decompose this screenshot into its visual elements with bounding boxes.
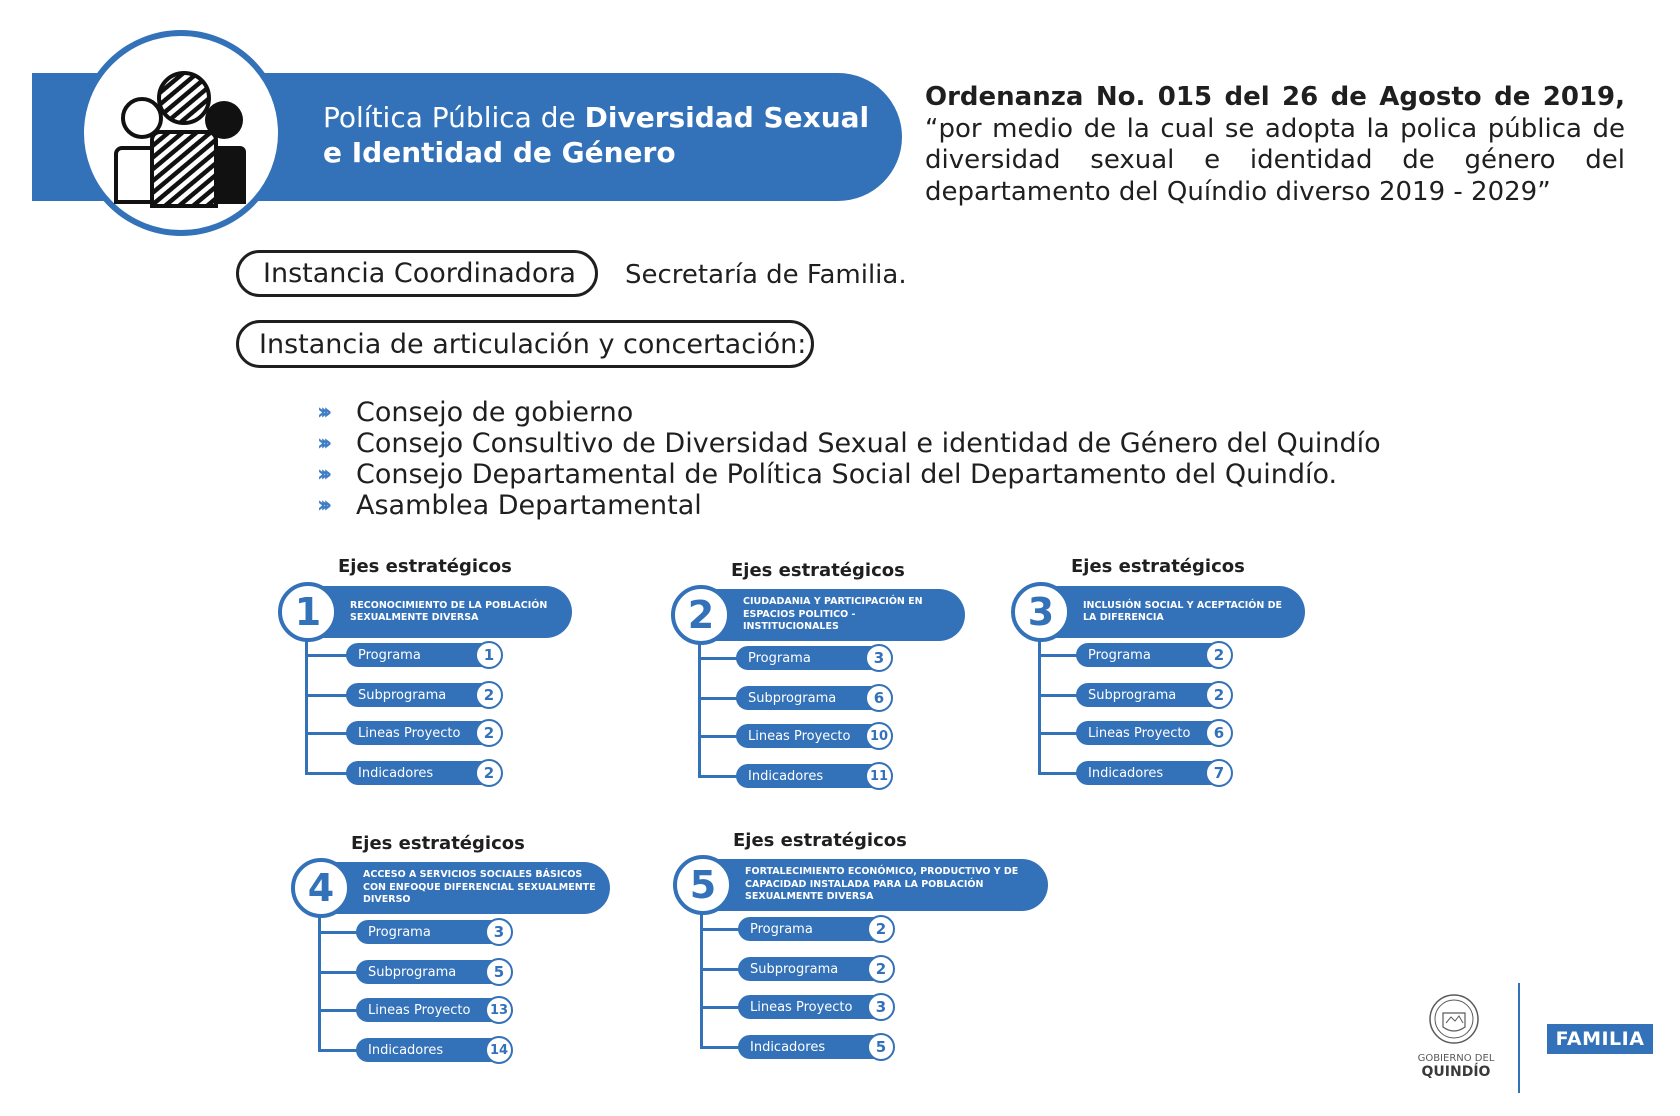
row-count: 6	[865, 684, 893, 712]
row-connector-line	[318, 931, 360, 934]
row-label-bar	[1076, 683, 1226, 707]
row-connector-line	[305, 732, 350, 735]
axis-title: FORTALECIMIENTO ECONÓMICO, PRODUCTIVO Y DE CAPACIDAD INSTALADA PARA LA POBLACIÓN SEXUALMENTE DIVERSA	[745, 866, 1019, 903]
row-count: 2	[867, 955, 895, 983]
chevron-right-icon: ›››	[317, 431, 327, 456]
row-count: 7	[1205, 759, 1233, 787]
row-connector-line	[318, 1009, 360, 1012]
articulation-list	[317, 397, 1381, 521]
axis-title-bar	[703, 859, 1048, 911]
row-label: Programa	[1088, 647, 1151, 663]
row-count: 3	[867, 993, 895, 1021]
row-label: Subprograma	[748, 690, 837, 706]
row-label: Programa	[750, 921, 813, 937]
row-label-bar	[738, 1035, 888, 1059]
axis-number: 5	[673, 855, 733, 915]
row-count: 2	[867, 915, 895, 943]
axis-number: 4	[291, 858, 351, 918]
government-label: GOBIERNO DEL	[1417, 1053, 1495, 1064]
axes-heading: Ejes estratégicos	[731, 560, 905, 581]
familia-badge: FAMILIA	[1547, 1024, 1653, 1054]
row-connector-line	[700, 968, 742, 971]
row-label: Subprograma	[358, 687, 447, 703]
row-label-bar	[738, 917, 888, 941]
row-connector-line	[700, 1006, 742, 1009]
ordinance-text: Ordenanza No. 015 del 26 de Agosto de 2019, “por medio de la cual se adopta la polica pública de diversidad sexual e identidad de género del departamento del Quíndio diverso 2019 - 2029”	[925, 82, 1625, 207]
row-label: Programa	[368, 924, 431, 940]
row-label: Programa	[748, 650, 811, 666]
government-name: QUINDÍO	[1421, 1064, 1491, 1080]
row-label-bar	[738, 995, 888, 1019]
axes-heading: Ejes estratégicos	[733, 830, 907, 851]
axis-number: 2	[671, 585, 731, 645]
row-count: 3	[485, 918, 513, 946]
row-count: 2	[1205, 681, 1233, 709]
row-connector-line	[700, 928, 742, 931]
axes-heading: Ejes estratégicos	[1071, 556, 1245, 577]
row-label-bar	[346, 721, 496, 745]
row-label: Indicadores	[358, 765, 434, 781]
axis-title: ACCESO A SERVICIOS SOCIALES BÁSICOS CON ENFOQUE DIFERENCIAL SEXUALMENTE DIVERSO	[363, 869, 596, 906]
policy-title: Política Pública de Diversidad Sexual e Identidad de Género	[323, 101, 870, 169]
row-connector-line	[698, 657, 740, 660]
row-label-bar	[346, 683, 496, 707]
axis-title: RECONOCIMIENTO DE LA POBLACIÓN SEXUALMENTE DIVERSA	[350, 599, 548, 623]
quindio-seal-icon	[1428, 993, 1480, 1045]
row-count: 10	[865, 722, 893, 750]
coordinating-instance-value: Secretaría de Familia.	[625, 260, 907, 290]
row-label: Lineas Proyecto	[368, 1002, 471, 1018]
row-count: 2	[475, 681, 503, 709]
row-label-bar	[736, 764, 886, 788]
row-count: 2	[475, 719, 503, 747]
row-connector-line	[700, 1046, 742, 1049]
list-item: ››› Consejo Consultivo de Diversidad Sexual e identidad de Género del Quindío	[317, 428, 1381, 459]
axis-number: 1	[278, 582, 338, 642]
axes-heading: Ejes estratégicos	[351, 833, 525, 854]
row-connector-line	[1038, 732, 1080, 735]
row-label: Indicadores	[750, 1039, 826, 1055]
axis-title: INCLUSIÓN SOCIAL Y ACEPTACIÓN DE LA DIFERENCIA	[1083, 599, 1283, 623]
diversity-people-icon	[78, 30, 284, 236]
coordinating-instance-label: Instancia Coordinadora	[236, 250, 598, 297]
row-label: Indicadores	[748, 768, 824, 784]
row-count: 1	[475, 641, 503, 669]
row-label: Subprograma	[750, 961, 839, 977]
row-count: 2	[475, 759, 503, 787]
footer-divider	[1518, 983, 1520, 1093]
row-label-bar	[356, 998, 506, 1022]
chevron-right-icon: ›››	[317, 400, 327, 425]
list-item: ››› Asamblea Departamental	[317, 490, 702, 521]
row-label: Lineas Proyecto	[750, 999, 853, 1015]
axis-title-bar	[1041, 586, 1305, 638]
articulation-instance-label: Instancia de articulación y concertación:	[236, 320, 814, 368]
row-connector-line	[698, 775, 740, 778]
row-count: 6	[1205, 719, 1233, 747]
row-label: Subprograma	[368, 964, 457, 980]
axis-title-bar	[701, 589, 965, 641]
row-connector-line	[1038, 654, 1080, 657]
row-connector-line	[698, 697, 740, 700]
row-connector-line	[305, 654, 350, 657]
row-label-bar	[346, 761, 496, 785]
row-label-bar	[736, 724, 886, 748]
row-connector-line	[1038, 694, 1080, 697]
row-connector-line	[305, 694, 350, 697]
row-label-bar	[1076, 761, 1226, 785]
list-item: ››› Consejo de gobierno	[317, 397, 634, 428]
chevron-right-icon: ›››	[317, 493, 327, 518]
row-label: Lineas Proyecto	[358, 725, 461, 741]
row-label: Lineas Proyecto	[748, 728, 851, 744]
row-label-bar	[736, 686, 886, 710]
row-label: Lineas Proyecto	[1088, 725, 1191, 741]
row-count: 5	[867, 1033, 895, 1061]
axis-number: 3	[1011, 582, 1071, 642]
row-label: Indicadores	[1088, 765, 1164, 781]
axis-title-bar	[321, 862, 610, 914]
row-label-bar	[346, 643, 496, 667]
row-label-bar	[736, 646, 886, 670]
row-label-bar	[1076, 721, 1226, 745]
list-item: ››› Consejo Departamental de Política Social del Departamento del Quindío.	[317, 459, 1338, 490]
row-label-bar	[356, 1038, 506, 1062]
row-count: 13	[485, 996, 513, 1024]
row-label: Subprograma	[1088, 687, 1177, 703]
row-label-bar	[356, 920, 506, 944]
row-connector-line	[318, 971, 360, 974]
row-count: 3	[865, 644, 893, 672]
axis-title-bar	[308, 586, 572, 638]
row-label-bar	[738, 957, 888, 981]
row-connector-line	[318, 1049, 360, 1052]
axis-title: CIUDADANIA Y PARTICIPACIÓN EN ESPACIOS POLITICO - INSTITUCIONALES	[743, 596, 923, 633]
row-label: Indicadores	[368, 1042, 444, 1058]
row-count: 2	[1205, 641, 1233, 669]
row-label-bar	[1076, 643, 1226, 667]
row-connector-line	[1038, 772, 1080, 775]
axes-heading: Ejes estratégicos	[338, 556, 512, 577]
row-connector-line	[698, 735, 740, 738]
row-count: 14	[485, 1036, 513, 1064]
row-label: Programa	[358, 647, 421, 663]
row-connector-line	[305, 772, 350, 775]
chevron-right-icon: ›››	[317, 462, 327, 487]
row-count: 5	[485, 958, 513, 986]
row-label-bar	[356, 960, 506, 984]
row-count: 11	[865, 762, 893, 790]
